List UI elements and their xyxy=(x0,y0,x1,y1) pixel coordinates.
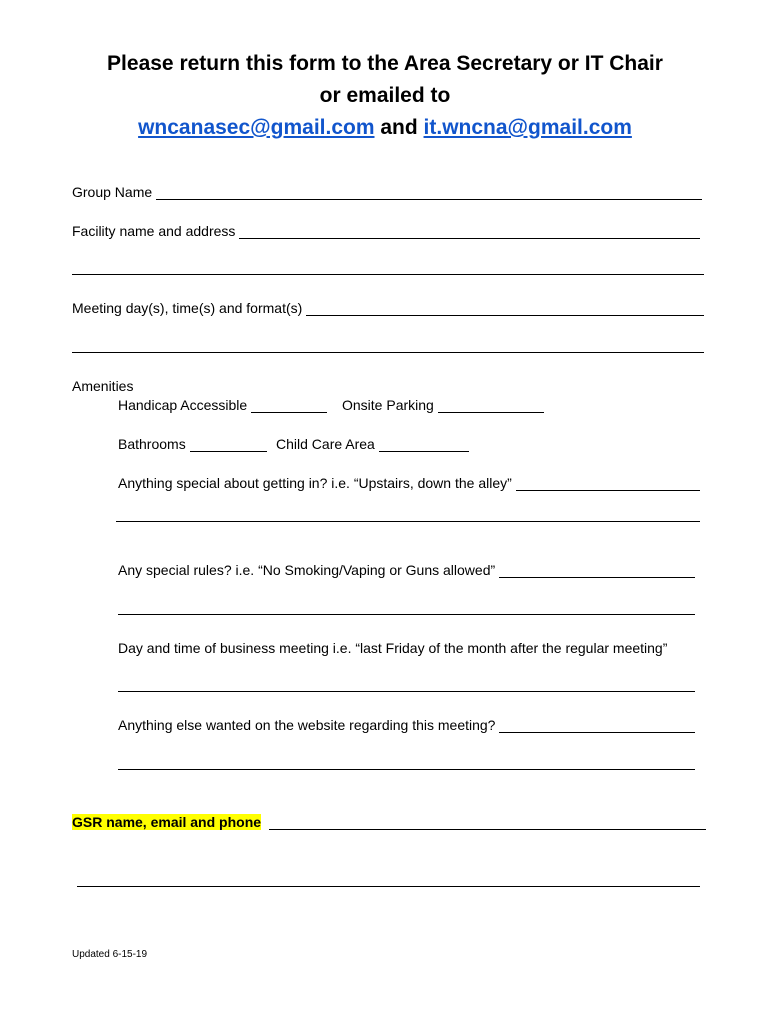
bathrooms-field[interactable] xyxy=(190,437,267,452)
getting-in-field[interactable] xyxy=(516,476,700,491)
rules-field[interactable] xyxy=(499,563,695,578)
anything-else-row xyxy=(118,715,695,733)
childcare-label: Child Care Area xyxy=(276,436,375,452)
gsr-field-continued[interactable] xyxy=(77,885,700,887)
gsr-row xyxy=(72,812,706,830)
amenities-label: Amenities xyxy=(72,378,134,394)
meeting-row xyxy=(72,298,704,316)
group-name-field[interactable] xyxy=(156,185,702,200)
facility-field-continued[interactable] xyxy=(72,273,704,275)
parking-label: Onsite Parking xyxy=(342,397,434,413)
handicap-row xyxy=(118,395,327,413)
getting-in-field-continued[interactable] xyxy=(116,520,700,522)
business-label: Day and time of business meeting i.e. “last Friday of the month after the regular meeting” xyxy=(118,640,668,656)
facility-field[interactable] xyxy=(239,224,700,239)
handicap-label: Handicap Accessible xyxy=(118,397,248,413)
getting-in-label: Anything special about getting in? i.e. “Upstairs, down the alley” xyxy=(118,475,512,491)
rules-row xyxy=(118,560,695,578)
bathrooms-row xyxy=(118,434,267,452)
rules-field-continued[interactable] xyxy=(118,613,695,615)
meeting-label: Meeting day(s), time(s) and format(s) xyxy=(72,300,303,316)
parking-row xyxy=(342,395,544,413)
meeting-field-continued[interactable] xyxy=(72,351,704,353)
childcare-row xyxy=(276,434,469,452)
anything-else-field[interactable] xyxy=(499,718,695,733)
email-link-secretary[interactable]: wncanasec@gmail.com xyxy=(138,116,375,139)
handicap-field[interactable] xyxy=(251,398,327,413)
getting-in-row xyxy=(118,473,700,491)
facility-label: Facility name and address xyxy=(72,223,236,239)
form-header xyxy=(0,48,770,144)
business-row xyxy=(118,638,667,656)
childcare-field[interactable] xyxy=(379,437,469,452)
amenities-heading xyxy=(72,376,133,394)
group-name-row xyxy=(72,182,702,200)
meeting-field[interactable] xyxy=(306,301,704,316)
gsr-field[interactable] xyxy=(269,815,706,830)
business-field[interactable] xyxy=(118,690,695,692)
anything-else-label: Anything else wanted on the website regarding this meeting? xyxy=(118,717,496,733)
rules-label: Any special rules? i.e. “No Smoking/Vaping or Guns allowed” xyxy=(118,562,496,578)
email-line xyxy=(0,112,770,144)
instruction-line-2: or emailed to xyxy=(319,84,451,107)
facility-row xyxy=(72,221,700,239)
instruction-line-1: Please return this form to the Area Secretary or IT Chair xyxy=(107,52,663,75)
parking-field[interactable] xyxy=(438,398,544,413)
anything-else-field-continued[interactable] xyxy=(118,768,695,770)
email-link-it[interactable]: it.wncna@gmail.com xyxy=(423,116,632,139)
bathrooms-label: Bathrooms xyxy=(118,436,186,452)
group-name-label: Group Name xyxy=(72,184,153,200)
gsr-label: GSR name, email and phone xyxy=(72,814,262,830)
and-text: and xyxy=(380,116,418,139)
updated-date: Updated 6-15-19 xyxy=(72,949,148,960)
